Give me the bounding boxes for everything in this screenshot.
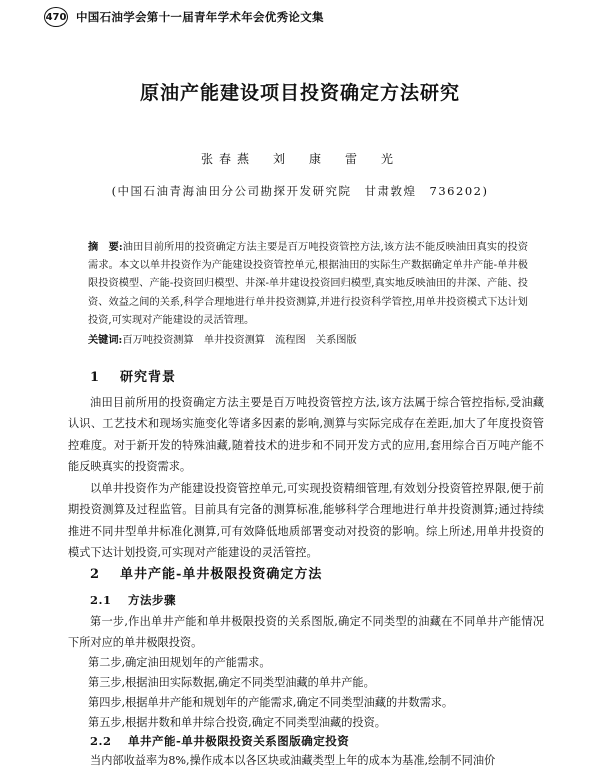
- running-head-title: 中国石油学会第十一届青年学术年会优秀论文集: [76, 10, 324, 24]
- authors: 张春燕 刘 康 雷 光: [200, 152, 399, 166]
- keywords-text: 百万吨投资测算 单井投资测算 流程图 关系图版: [122, 335, 357, 346]
- paper-title: 原油产能建设项目投资确定方法研究: [139, 82, 460, 104]
- section-1-heading: [90, 366, 176, 385]
- keywords-label: 关键词:: [88, 334, 123, 346]
- step-4: 第四步,根据单井产能和规划年的产能需求,确定不同类型油藏的井数需求。: [88, 696, 454, 709]
- subsection-2-2-title: 单井产能-单井极限投资关系图版确定投资: [128, 734, 350, 748]
- section-1-title: 研究背景: [120, 370, 177, 385]
- abstract: [88, 238, 528, 330]
- section-1-paragraph-2: 以单井投资作为产能建设投资管控单元,可实现投资精细管理,有效划分投资管控界限,便于前期投资测算及过程监管。目前具有完备的测算标准,能够科学合理地进行单井投资测算;通过持续推进不同井型单井标准化测算,可有效降低地质部署变动对投资的影响。综上所述,用单井投资的模式下达计划投资,可实现对产能建设的灵活管控。: [68, 482, 544, 559]
- affiliation: (中国石油青海油田分公司勘探开发研究院 甘肃敦煌 736202): [111, 184, 489, 198]
- section-1-number: 1: [90, 370, 101, 385]
- keywords: [88, 332, 528, 349]
- section-2-title: 单井产能-单井极限投资确定方法: [120, 567, 323, 582]
- subsection-2-1-title: 方法步骤: [128, 593, 176, 607]
- subsection-2-2-number: 2.2: [90, 734, 112, 748]
- section-2-heading: [90, 563, 322, 582]
- step-5: 第五步,根据井数和单井综合投资,确定不同类型油藏的投资。: [88, 716, 386, 729]
- subsection-2-2-paragraph: 当内部收益率为8%,操作成本以各区块或油藏类型上年的成本为基准,绘制不同油价: [90, 754, 496, 767]
- running-header: [44, 6, 564, 28]
- section-1-paragraph-1: 油田目前所用的投资确定方法主要是百万吨投资管控方法,该方法属于综合管控指标,受油藏认识、工艺技术和现场实施变化等诸多因素的影响,测算与实际完成存在差距,加大了年度投资管控难度。对于新开发的特殊油藏,随着技术的进步和不同开发方式的应用,套用综合百万吨产能不能反映真实的投资需求。: [68, 396, 544, 473]
- step-3: 第三步,根据油田实际数据,确定不同类型油藏的单井产能。: [88, 676, 375, 689]
- subsection-2-2-heading: [90, 733, 349, 749]
- subsection-2-1-heading: [90, 592, 176, 608]
- step-1: 第一步,作出单井产能和单井极限投资的关系图版,确定不同类型的油藏在不同单井产能情况下所对应的单井极限投资。: [68, 615, 544, 650]
- page-number: 470: [44, 7, 68, 27]
- subsection-2-1-number: 2.1: [90, 593, 112, 607]
- abstract-label: 摘 要:: [88, 241, 123, 253]
- section-2-number: 2: [90, 567, 101, 582]
- abstract-text: 油田目前所用的投资确定方法主要是百万吨投资管控方法,该方法不能反映油田真实的投资需求。本文以单井投资作为产能建设投资管控单元,根据油田的实际生产数据确定单井产能-单井极限投资模型、产能-投资回归模型、井深-单井建设投资回归模型,真实地反映油田的井深、产能、投资、效益之间的关系,科学合理地进行单井投资测算,并进行投资科学管控,用单井投资模式下达计划投资,可实现对产能建设的灵活管理。: [88, 242, 529, 326]
- step-2: 第二步,确定油田规划年的产能需求。: [88, 656, 271, 669]
